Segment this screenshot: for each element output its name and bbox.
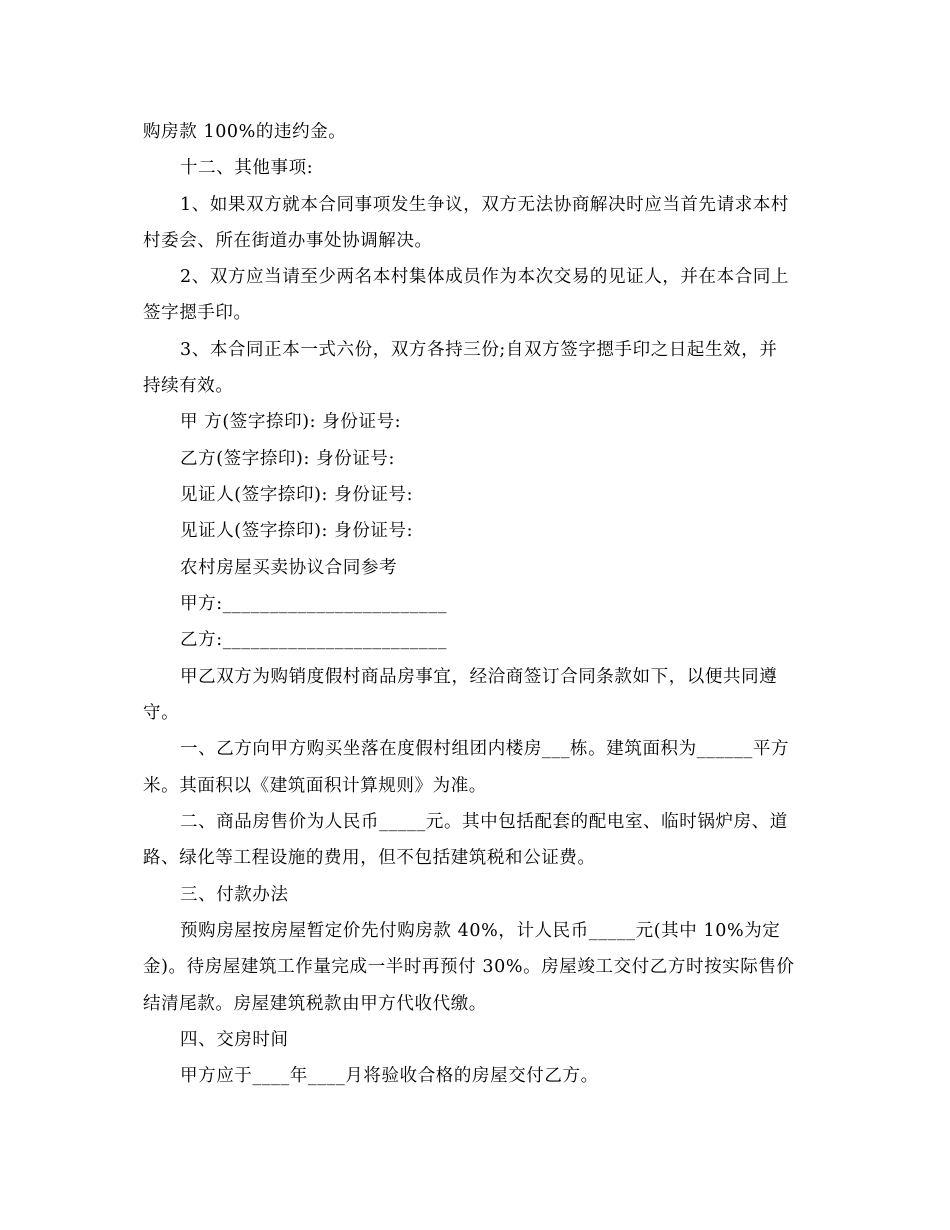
text-line: 2、双方应当请至少两名本村集体成员作为本次交易的见证人，并在本合同上 [180, 267, 790, 287]
party-a-field: 甲方:________________________ [180, 594, 448, 614]
section-heading: 三、付款办法 [180, 885, 289, 905]
text-line: 持续有效。 [143, 376, 234, 396]
text-line: 结清尾款。房屋建筑税款由甲方代收代缴。 [143, 994, 487, 1014]
text-line: 签字摁手印。 [143, 303, 252, 323]
text-line: 3、本合同正本一式六份，双方各持三份;自双方签字摁手印之日起生效，并 [180, 340, 778, 360]
text-line: 金)。待房屋建筑工作量完成一半时再预付 30%。房屋竣工交付乙方时按实际售价 [143, 957, 795, 977]
signature-line-party-a: 甲 方(签字捺印): 身份证号: [180, 412, 402, 432]
text-line: 甲乙双方为购销度假村商品房事宜，经洽商签订合同条款如下，以便共同遵 [180, 667, 778, 687]
section-heading: 十二、其他事项: [180, 158, 314, 178]
document-subtitle: 农村房屋买卖协议合同参考 [180, 558, 398, 578]
text-line: 预购房屋按房屋暂定价先付购房款 40%，计人民币_____元(其中 10%为定 [180, 921, 781, 941]
text-line: 守。 [143, 703, 180, 723]
text-line: 1、如果双方就本合同事项发生争议，双方无法协商解决时应当首先请求本村 [180, 195, 790, 215]
party-b-field: 乙方:________________________ [180, 630, 448, 650]
signature-line-witness-2: 见证人(签字捺印): 身份证号: [180, 521, 414, 541]
text-line: 一、乙方向甲方购买坐落在度假村组团内楼房___栋。建筑面积为______平方 [180, 739, 790, 759]
section-heading: 四、交房时间 [180, 1030, 289, 1050]
text-line: 甲方应于____年____月将验收合格的房屋交付乙方。 [180, 1066, 599, 1086]
text-line: 路、绿化等工程设施的费用，但不包括建筑税和公证费。 [143, 848, 596, 868]
signature-line-party-b: 乙方(签字捺印): 身份证号: [180, 449, 396, 469]
text-line: 村委会、所在街道办事处协调解决。 [143, 231, 433, 251]
text-line: 二、商品房售价为人民币_____元。其中包括配套的配电室、临时锅炉房、道 [180, 812, 788, 832]
signature-line-witness-1: 见证人(签字捺印): 身份证号: [180, 485, 414, 505]
text-line: 米。其面积以《建筑面积计算规则》为准。 [143, 776, 487, 796]
text-line: 购房款 100%的违约金。 [143, 122, 347, 142]
